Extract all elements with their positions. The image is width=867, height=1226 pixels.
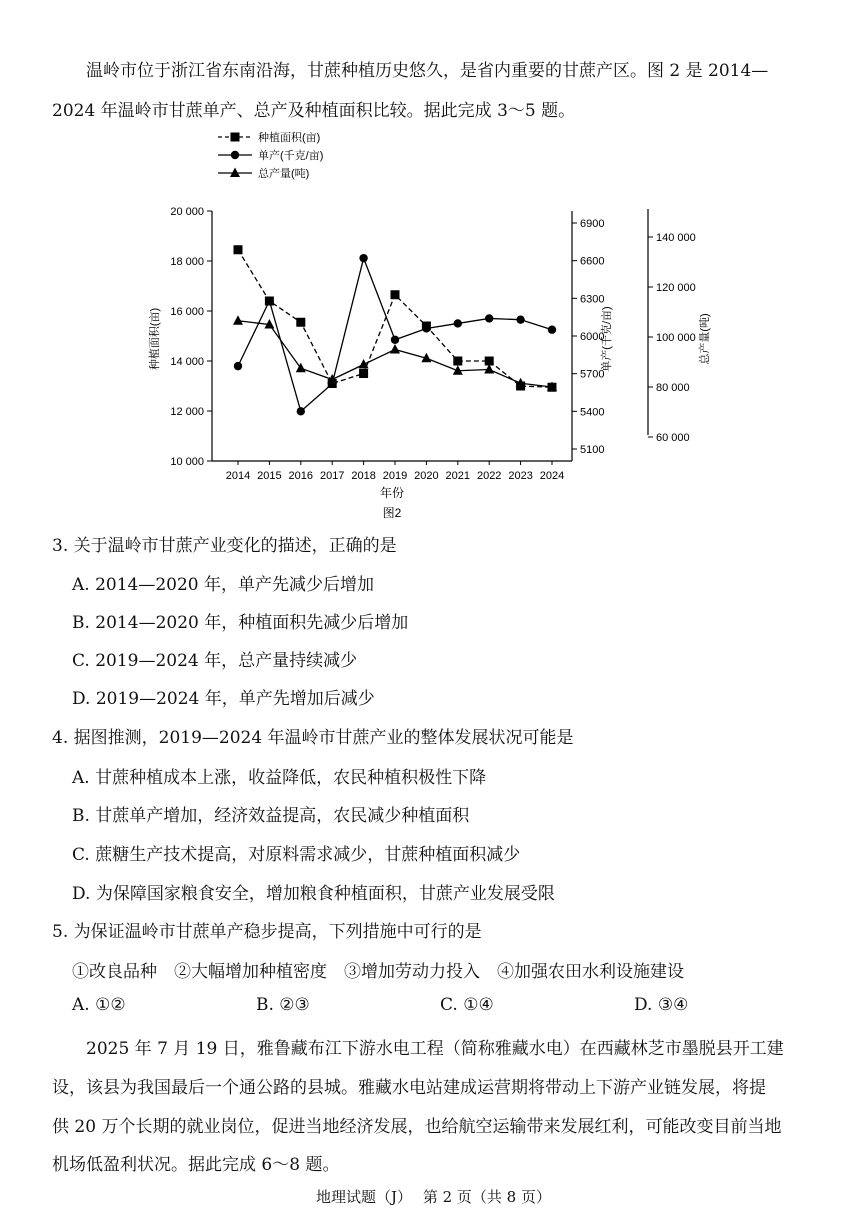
passage2-line-3: 供 20 万个长期的就业岗位，促进当地经济发展，也给航空运输带来发展红利，可能改变目前当地 [52, 1117, 782, 1137]
left-tick-label: 20 000 [170, 206, 204, 218]
left-axis-label: 种植面积(亩) [149, 307, 161, 371]
data-point-circle [548, 326, 556, 334]
q4-option-a: A. 甘蔗种植成本上涨，收益降低，农民种植积极性下降 [72, 768, 487, 788]
yield-tick-label: 6900 [580, 218, 605, 230]
q3-option-a: A. 2014—2020 年，单产先减少后增加 [72, 575, 375, 595]
data-point-circle [297, 407, 305, 415]
chart-legend [218, 130, 323, 180]
chart-axes [147, 206, 711, 482]
x-tick-label: 2022 [476, 470, 502, 482]
series-square [234, 245, 557, 392]
x-tick-label: 2021 [445, 470, 471, 482]
q5-stem: 5. 为保证温岭市甘蔗单产稳步提高，下列措施中可行的是 [52, 922, 482, 942]
data-point-circle [265, 297, 273, 305]
data-point-circle [516, 315, 524, 323]
q4-option-d: D. 为保障国家粮食安全，增加粮食种植面积，甘蔗产业发展受限 [72, 884, 555, 904]
page-footer [0, 1186, 867, 1207]
yield-tick-label: 6000 [580, 331, 605, 343]
legend-label: 种植面积(亩) [258, 132, 321, 144]
series-circle [234, 254, 556, 416]
x-tick-label: 2016 [288, 470, 314, 482]
q4-option-b: B. 甘蔗单产增加，经济效益提高，农民减少种植面积 [72, 806, 470, 826]
total-tick-label: 140 000 [656, 232, 696, 244]
data-point-circle [234, 362, 242, 370]
data-point-square [391, 290, 400, 299]
intro-line-1: 温岭市位于浙江省东南沿海，甘蔗种植历史悠久，是省内重要的甘蔗产区。图 2 是 2014— [86, 61, 769, 81]
data-point-square [359, 369, 368, 378]
q3-option-c: C. 2019—2024 年，总产量持续减少 [72, 651, 358, 671]
series-line [238, 258, 552, 411]
q5-option-a: A. ①② [72, 995, 126, 1015]
q3-stem: 3. 关于温岭市甘蔗产业变化的描述，正确的是 [52, 536, 397, 556]
x-tick-label: 2017 [319, 470, 345, 482]
data-point-triangle [390, 344, 400, 354]
total-tick-label: 100 000 [656, 332, 696, 344]
data-point-circle [359, 254, 367, 262]
left-tick-label: 14 000 [170, 356, 204, 368]
legend-label: 单产(千克/亩) [258, 150, 324, 162]
yield-tick-label: 5400 [580, 406, 605, 419]
x-tick-label: 2019 [382, 470, 408, 482]
chart-series [233, 245, 557, 415]
x-tick-label: 2020 [414, 470, 439, 482]
yield-tick-label: 5100 [580, 444, 605, 456]
x-tick-label: 2015 [257, 470, 282, 482]
q3-option-b: B. 2014—2020 年，种植面积先减少后增加 [72, 613, 409, 633]
passage2-line-4: 机场低盈利状况。据此完成 6～8 题。 [52, 1155, 340, 1175]
data-point-circle [454, 319, 462, 327]
q3-option-d: D. 2019—2024 年，单产先增加后减少 [72, 689, 375, 709]
x-tick-label: 2018 [351, 470, 376, 482]
x-tick-label: 2023 [508, 470, 533, 482]
footer-subject: 地理试题（J） [316, 1188, 413, 1206]
x-tick-label: 2014 [225, 470, 251, 482]
data-point-triangle [230, 168, 240, 178]
yield-axis-label: 单产(千克/亩) [601, 306, 613, 372]
data-point-circle [391, 336, 399, 344]
total-tick-label: 60 000 [656, 432, 690, 444]
total-tick-label: 80 000 [656, 382, 690, 394]
series-triangle [233, 315, 557, 391]
total-tick-label: 120 000 [656, 282, 696, 294]
yield-tick-label: 6300 [580, 293, 605, 306]
data-point-square [453, 357, 462, 366]
q5-option-d: D. ③④ [634, 995, 689, 1015]
intro-line-2: 2024 年温岭市甘蔗单产、总产及种植面积比较。据此完成 3～5 题。 [52, 101, 576, 121]
figure-2-chart [140, 125, 720, 525]
total-axis-label: 总产量(吨) [699, 313, 711, 365]
passage2-line-2: 设，该县为我国最后一个通公路的县城。雅藏水电站建成运营期将带动上下游产业链发展，将提 [52, 1078, 766, 1098]
q5-items: ①改良品种 ②大幅增加种植密度 ③增加劳动力投入 ④加强农田水利设施建设 [72, 962, 684, 982]
left-tick-label: 18 000 [170, 256, 204, 268]
left-tick-label: 10 000 [170, 456, 204, 468]
data-point-circle [422, 324, 430, 332]
legend-label: 总产量(吨) [258, 168, 310, 180]
left-tick-label: 12 000 [170, 406, 204, 418]
x-tick-label: 2024 [539, 470, 565, 482]
left-tick-label: 16 000 [170, 306, 204, 318]
q5-option-c: C. ①④ [440, 995, 494, 1015]
passage2-line-1: 2025 年 7 月 19 日，雅鲁藏布江下游水电工程（简称雅藏水电）在西藏林芝市墨脱县开工建 [86, 1039, 784, 1059]
yield-tick-label: 6600 [580, 255, 605, 268]
data-point-square [234, 245, 243, 254]
data-point-triangle [233, 315, 243, 325]
footer-page-number: 第 2 页（共 8 页） [422, 1188, 551, 1206]
data-point-square [231, 133, 240, 142]
q4-option-c: C. 蔗糖生产技术提高，对原料需求减少，甘蔗种植面积减少 [72, 845, 521, 865]
x-axis-label: 年份 [379, 486, 405, 500]
data-point-circle [485, 314, 493, 322]
data-point-circle [231, 151, 239, 159]
figure-caption: 图2 [382, 506, 402, 520]
q4-stem: 4. 据图推测，2019—2024 年温岭市甘蔗产业的整体发展状况可能是 [52, 728, 574, 748]
yield-tick-label: 5700 [580, 368, 605, 381]
data-point-square [296, 318, 305, 327]
q5-option-b: B. ②③ [256, 995, 310, 1015]
